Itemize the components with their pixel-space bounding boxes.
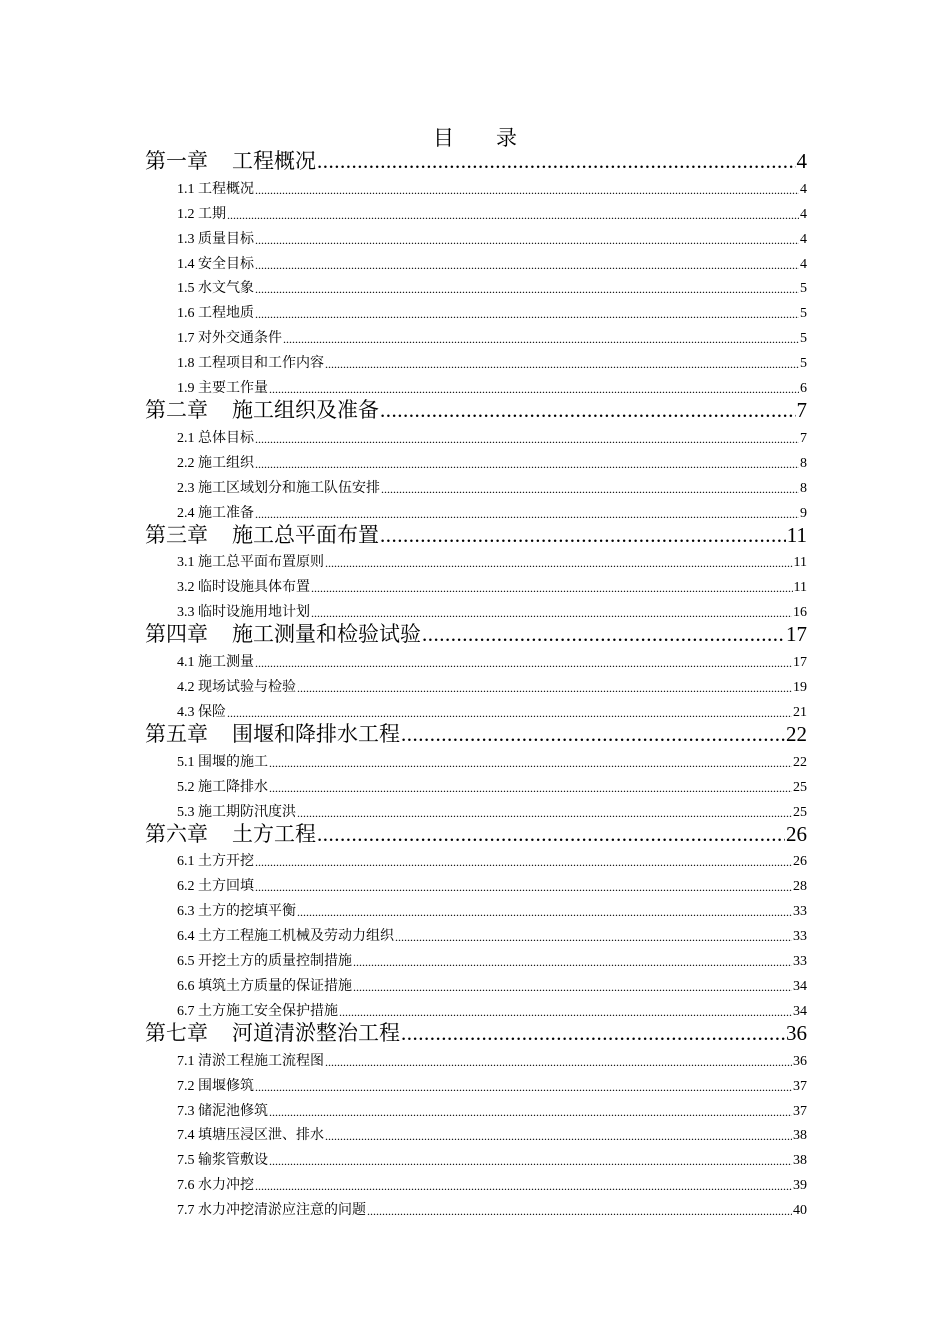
dot-leader [255, 181, 799, 199]
toc-page-number: 16 [793, 605, 807, 621]
dot-leader [255, 231, 799, 249]
toc-entry-title: 5.1 围堰的施工 [177, 754, 268, 770]
toc-entry-title: 3.2 临时设施具体布置 [177, 580, 310, 596]
table-of-contents [145, 149, 807, 1220]
toc-entry-label [177, 256, 254, 274]
toc-entry-title: 施工测量和检验试验 [232, 622, 421, 647]
toc-entry-label [177, 1152, 268, 1170]
dot-leader [227, 704, 792, 722]
toc-entry-title: 2.3 施工区域划分和施工队伍安排 [177, 480, 380, 496]
dot-leader [269, 380, 799, 398]
toc-entry-label [145, 398, 379, 423]
dot-leader [380, 398, 796, 423]
toc-section-entry[interactable] [145, 1096, 807, 1121]
toc-page-number: 33 [793, 954, 807, 970]
dot-leader [395, 928, 792, 946]
toc-entry-label [177, 804, 296, 822]
toc-entry-title: 7.4 填塘压浸区泄、排水 [177, 1128, 324, 1144]
toc-section-entry[interactable] [145, 896, 807, 921]
toc-section-entry[interactable] [145, 747, 807, 772]
dot-leader [297, 804, 792, 822]
toc-entry-title: 7.6 水力冲挖 [177, 1178, 254, 1194]
dot-leader [317, 149, 796, 174]
dot-leader [255, 455, 799, 473]
toc-entry-label [177, 380, 268, 398]
toc-entry-title: 4.2 现场试验与检验 [177, 680, 296, 696]
toc-section-entry[interactable] [145, 996, 807, 1021]
toc-page-number: 38 [793, 1128, 807, 1144]
toc-section-entry[interactable] [145, 946, 807, 971]
toc-page-number: 34 [793, 978, 807, 994]
toc-entry-label [177, 505, 254, 523]
toc-page-number: 28 [793, 879, 807, 895]
dot-leader [255, 505, 799, 523]
dot-leader [227, 206, 799, 224]
toc-section-entry[interactable] [145, 548, 807, 573]
dot-leader [297, 903, 792, 921]
toc-entry-label [177, 878, 254, 896]
toc-entry-label [177, 654, 254, 672]
toc-section-entry[interactable] [145, 572, 807, 597]
dot-leader [339, 1003, 792, 1021]
toc-entry-label [177, 928, 394, 946]
toc-entry-label [177, 604, 310, 622]
toc-entry-label [177, 1003, 338, 1021]
toc-entry-title: 1.1 工程概况 [177, 181, 254, 197]
toc-chapter-entry[interactable] [145, 398, 807, 423]
toc-entry-label [177, 579, 310, 597]
toc-page-number: 25 [793, 779, 807, 795]
toc-section-entry[interactable] [145, 697, 807, 722]
dot-leader [269, 779, 792, 797]
toc-chapter-entry[interactable] [145, 149, 807, 174]
toc-entry-title: 7.3 储泥池修筑 [177, 1103, 268, 1119]
chapter-number: 第二章 [145, 398, 208, 423]
toc-chapter-entry[interactable] [145, 523, 807, 548]
toc-page-number: 11 [793, 555, 807, 571]
dot-leader [269, 1103, 792, 1121]
dot-leader [311, 604, 792, 622]
dot-leader [380, 523, 786, 548]
toc-entry-title: 6.1 土方开挖 [177, 854, 254, 870]
dot-leader [353, 978, 792, 996]
dot-leader [255, 305, 799, 323]
dot-leader [255, 256, 799, 274]
toc-section-entry[interactable] [145, 373, 807, 398]
toc-section-entry[interactable] [145, 323, 807, 348]
toc-entry-label [177, 978, 352, 996]
dot-leader [297, 679, 792, 697]
dot-leader [255, 280, 799, 298]
toc-section-entry[interactable] [145, 174, 807, 199]
toc-entry-title: 7.5 输浆管敷设 [177, 1153, 268, 1169]
chapter-number: 第三章 [145, 522, 208, 547]
toc-section-entry[interactable] [145, 298, 807, 323]
toc-section-entry[interactable] [145, 871, 807, 896]
toc-entry-title: 5.3 施工期防汛度洪 [177, 804, 296, 820]
toc-entry-label [177, 305, 254, 323]
toc-entry-title: 4.3 保险 [177, 704, 226, 720]
dot-leader [325, 1053, 792, 1071]
toc-entry-label [177, 330, 282, 348]
toc-page-number: 5 [800, 356, 807, 372]
toc-page-number: 4 [800, 206, 807, 222]
toc-chapter-entry[interactable] [145, 1021, 807, 1046]
toc-page-number: 11 [793, 580, 807, 596]
toc-entry-label [177, 853, 254, 871]
toc-section-entry[interactable] [145, 1170, 807, 1195]
toc-entry-title: 5.2 施工降排水 [177, 779, 268, 795]
dot-leader [255, 1177, 792, 1195]
toc-entry-title: 1.2 工期 [177, 206, 226, 222]
toc-entry-title: 土方工程 [232, 821, 316, 846]
toc-section-entry[interactable] [145, 797, 807, 822]
toc-section-entry[interactable] [145, 1071, 807, 1096]
toc-page-number: 36 [786, 1020, 807, 1045]
toc-section-entry[interactable] [145, 473, 807, 498]
dot-leader [283, 330, 799, 348]
toc-entry-title: 工程概况 [232, 149, 316, 173]
toc-entry-title: 施工组织及准备 [232, 398, 379, 423]
toc-entry-label [177, 480, 380, 498]
toc-entry-title: 6.4 土方工程施工机械及劳动力组织 [177, 929, 394, 945]
toc-entry-title: 1.4 安全目标 [177, 256, 254, 272]
toc-entry-title: 河道清淤整治工程 [232, 1020, 400, 1045]
toc-page-number: 26 [793, 854, 807, 870]
dot-leader [422, 622, 785, 647]
toc-entry-label [145, 722, 400, 747]
toc-section-entry[interactable] [145, 772, 807, 797]
toc-entry-title: 2.4 施工准备 [177, 505, 254, 521]
toc-entry-label [177, 1202, 366, 1220]
dot-leader [255, 654, 792, 672]
toc-title-char-1: 目 [433, 126, 454, 150]
toc-entry-label [177, 1053, 324, 1071]
toc-page-number: 5 [800, 281, 807, 297]
dot-leader [353, 953, 792, 971]
toc-entry-title: 7.7 水力冲挖清淤应注意的问题 [177, 1203, 366, 1219]
toc-page-number: 4 [800, 256, 807, 272]
toc-entry-title: 4.1 施工测量 [177, 655, 254, 671]
toc-entry-label [177, 704, 226, 722]
toc-entry-title: 6.6 填筑土方质量的保证措施 [177, 978, 352, 994]
dot-leader [269, 1152, 792, 1170]
toc-entry-title: 3.1 施工总平面布置原则 [177, 555, 324, 571]
toc-entry-title: 1.9 主要工作量 [177, 381, 268, 397]
toc-entry-label [145, 822, 316, 847]
dot-leader [367, 1202, 792, 1220]
dot-leader [255, 430, 799, 448]
toc-page-number: 37 [793, 1103, 807, 1119]
toc-entry-title: 7.1 清淤工程施工流程图 [177, 1053, 324, 1069]
toc-entry-label [177, 953, 352, 971]
toc-page-number: 11 [786, 522, 807, 547]
toc-entry-title: 2.2 施工组织 [177, 455, 254, 471]
chapter-number: 第四章 [145, 622, 208, 647]
toc-entry-label [177, 1127, 324, 1145]
toc-entry-title: 2.1 总体目标 [177, 430, 254, 446]
toc-section-entry[interactable] [145, 672, 807, 697]
toc-entry-title: 6.3 土方的挖填平衡 [177, 904, 296, 920]
toc-section-entry[interactable] [145, 647, 807, 672]
toc-page-number: 19 [793, 680, 807, 696]
toc-page-number: 36 [793, 1053, 807, 1069]
toc-entry-title: 1.3 质量目标 [177, 231, 254, 247]
toc-page-number: 5 [800, 331, 807, 347]
toc-page-number: 34 [793, 1003, 807, 1019]
toc-section-entry[interactable] [145, 498, 807, 523]
dot-leader [255, 853, 792, 871]
toc-entry-title: 7.2 围堰修筑 [177, 1078, 254, 1094]
toc-entry-title: 围堰和降排水工程 [232, 721, 400, 746]
toc-entry-title: 1.7 对外交通条件 [177, 331, 282, 347]
toc-page-number: 17 [786, 622, 807, 647]
toc-page-number: 26 [786, 821, 807, 846]
dot-leader [325, 554, 793, 572]
dot-leader [325, 355, 799, 373]
toc-page-number: 6 [800, 381, 807, 397]
toc-section-entry[interactable] [145, 348, 807, 373]
toc-page-number: 21 [793, 704, 807, 720]
toc-entry-label [177, 903, 296, 921]
toc-entry-label [145, 1021, 400, 1046]
toc-page-number: 40 [793, 1203, 807, 1219]
toc-entry-title: 6.5 开挖土方的质量控制措施 [177, 954, 352, 970]
toc-page-number: 22 [793, 754, 807, 770]
toc-entry-label [177, 1078, 254, 1096]
toc-entry-label [177, 779, 268, 797]
toc-section-entry[interactable] [145, 1121, 807, 1146]
toc-entry-label [177, 1177, 254, 1195]
toc-chapter-entry[interactable] [145, 822, 807, 847]
toc-section-entry[interactable] [145, 199, 807, 224]
dot-leader [325, 1127, 792, 1145]
toc-section-entry[interactable] [145, 921, 807, 946]
toc-entry-label [145, 622, 421, 647]
toc-section-entry[interactable] [145, 847, 807, 872]
toc-page-number: 39 [793, 1178, 807, 1194]
toc-section-entry[interactable] [145, 597, 807, 622]
toc-chapter-entry[interactable] [145, 622, 807, 647]
toc-entry-label [177, 679, 296, 697]
toc-page-number: 37 [793, 1078, 807, 1094]
toc-entry-label [177, 355, 324, 373]
toc-section-entry[interactable] [145, 1195, 807, 1220]
toc-section-entry[interactable] [145, 249, 807, 274]
toc-entry-label [177, 554, 324, 572]
toc-entry-label [177, 430, 254, 448]
toc-section-entry[interactable] [145, 224, 807, 249]
toc-page-number: 33 [793, 929, 807, 945]
toc-entry-title: 1.6 工程地质 [177, 306, 254, 322]
toc-chapter-entry[interactable] [145, 722, 807, 747]
toc-entry-label [177, 1103, 268, 1121]
toc-entry-title: 1.8 工程项目和工作内容 [177, 356, 324, 372]
toc-title-char-2: 录 [496, 126, 517, 150]
dot-leader [317, 822, 785, 847]
toc-page-number: 7 [800, 430, 807, 446]
toc-entry-title: 1.5 水文气象 [177, 281, 254, 297]
dot-leader [255, 1078, 792, 1096]
toc-page-number: 4 [800, 231, 807, 247]
toc-page-number: 8 [800, 455, 807, 471]
toc-page-number: 4 [796, 149, 807, 173]
toc-section-entry[interactable] [145, 1145, 807, 1170]
toc-page-number: 38 [793, 1153, 807, 1169]
dot-leader [401, 1021, 785, 1046]
toc-entry-label [177, 206, 226, 224]
toc-page-number: 33 [793, 904, 807, 920]
toc-section-entry[interactable] [145, 423, 807, 448]
toc-entry-label [177, 280, 254, 298]
toc-page-number: 9 [800, 505, 807, 521]
toc-page-number: 25 [793, 804, 807, 820]
toc-page-number: 7 [796, 398, 807, 423]
chapter-number: 第七章 [145, 1020, 208, 1045]
chapter-number: 第五章 [145, 721, 208, 746]
toc-page-number: 5 [800, 306, 807, 322]
dot-leader [255, 878, 792, 896]
toc-section-entry[interactable] [145, 971, 807, 996]
toc-page-number: 17 [793, 655, 807, 671]
toc-section-entry[interactable] [145, 274, 807, 299]
toc-entry-label [177, 455, 254, 473]
toc-entry-label [177, 231, 254, 249]
toc-entry-title: 6.2 土方回填 [177, 879, 254, 895]
toc-page-number: 22 [786, 721, 807, 746]
toc-entry-title: 3.3 临时设施用地计划 [177, 605, 310, 621]
toc-page-number: 4 [800, 181, 807, 197]
toc-entry-label [145, 149, 316, 174]
toc-title [0, 124, 950, 152]
toc-entry-title: 施工总平面布置 [232, 522, 379, 547]
toc-page-number: 8 [800, 480, 807, 496]
dot-leader [269, 754, 792, 772]
toc-section-entry[interactable] [145, 448, 807, 473]
toc-section-entry[interactable] [145, 1046, 807, 1071]
toc-entry-label [177, 754, 268, 772]
dot-leader [381, 480, 799, 498]
toc-entry-label [177, 181, 254, 199]
toc-entry-title: 6.7 土方施工安全保护措施 [177, 1003, 338, 1019]
toc-entry-label [145, 523, 379, 548]
dot-leader [401, 722, 785, 747]
dot-leader [311, 579, 793, 597]
chapter-number: 第一章 [145, 149, 208, 173]
chapter-number: 第六章 [145, 821, 208, 846]
